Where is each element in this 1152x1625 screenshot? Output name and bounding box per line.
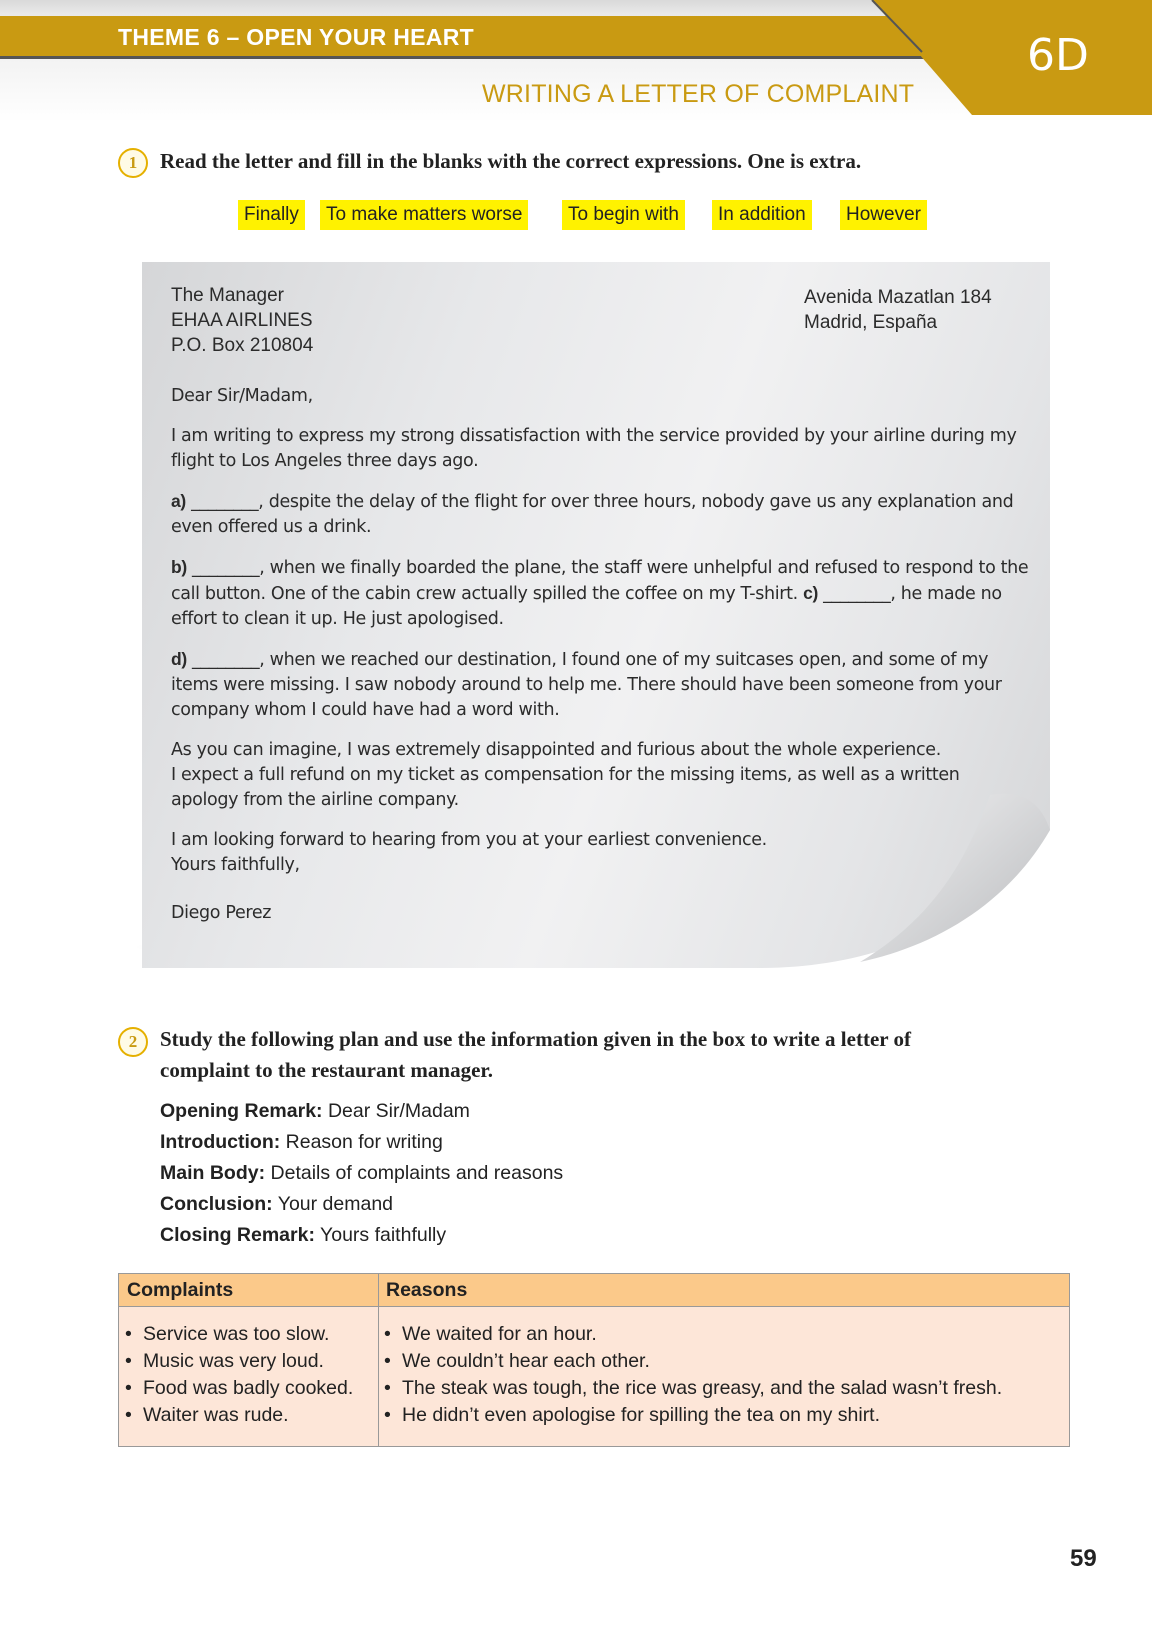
recipient-line: The Manager <box>171 285 285 306</box>
paragraph-line: I expect a full refund on my ticket as compensation for the missing items, as well as a written apology from the airline company. <box>171 765 960 810</box>
option-chip: However <box>840 200 927 230</box>
recipient-address <box>171 283 313 358</box>
instruction-line: complaint to the restaurant manager. <box>160 1058 494 1082</box>
writing-plan <box>160 1096 563 1251</box>
option-chip: In addition <box>712 200 812 230</box>
blank: ________ <box>186 650 260 670</box>
plan-label: Main Body: <box>160 1162 266 1184</box>
plan-item <box>160 1220 563 1251</box>
cell-text: We waited for an hour. <box>402 1323 597 1345</box>
table-header-row <box>119 1274 1069 1307</box>
plan-value: Your demand <box>272 1193 394 1215</box>
complaints-table <box>118 1273 1070 1447</box>
instruction-line: Study the following plan and use the information given in the box to write a letter of <box>160 1027 911 1051</box>
letter-paragraph: I am writing to express my strong dissatisfaction with the service provided by your airline during my flight to Los Angeles three days ago. <box>171 426 1017 471</box>
complaints-column <box>125 1321 353 1429</box>
table-cell: • Music was very loud. <box>125 1350 324 1372</box>
plan-value: Yours faithfully <box>314 1224 447 1246</box>
letter-body <box>171 384 1031 941</box>
signature: Diego Perez <box>171 903 272 923</box>
paragraph-line: I am looking forward to hearing from you at your earliest convenience. <box>171 830 767 850</box>
letter-greeting: Dear Sir/Madam, <box>171 386 313 406</box>
plan-value: Dear Sir/Madam <box>322 1100 470 1122</box>
blank: ________ <box>185 492 259 512</box>
plan-item <box>160 1096 563 1127</box>
unit-code: 6D <box>1027 30 1089 81</box>
plan-label: Opening Remark: <box>160 1100 323 1122</box>
plan-value: Details of complaints and reasons <box>265 1162 564 1184</box>
sender-address <box>804 285 992 335</box>
table-column-divider <box>378 1274 379 1446</box>
cell-text: Waiter was rude. <box>143 1404 289 1426</box>
table-cell: • Food was badly cooked. <box>125 1377 354 1399</box>
plan-item <box>160 1189 563 1220</box>
blank-label: b) <box>171 557 187 577</box>
option-chip: To begin with <box>562 200 685 230</box>
letter-paragraph <box>171 738 1031 813</box>
plan-label: Closing Remark: <box>160 1224 315 1246</box>
paragraph-text: , when we reached our destination, I found one of my suitcases open, and some of my items were missing. I saw nobody around to help me. There should have been someone from your company whom I could have had a word with. <box>171 650 1002 720</box>
cell-text: Music was very loud. <box>143 1350 324 1372</box>
table-cell: • Service was too slow. <box>125 1323 330 1345</box>
table-cell: • He didn’t even apologise for spilling the tea on my shirt. <box>384 1404 881 1426</box>
plan-item <box>160 1127 563 1158</box>
letter-paragraph <box>171 647 1031 723</box>
table-cell: • Waiter was rude. <box>125 1404 289 1426</box>
cell-text: The steak was tough, the rice was greasy, and the salad wasn’t fresh. <box>402 1377 1003 1399</box>
plan-item <box>160 1158 563 1189</box>
exercise-1-instruction: Read the letter and fill in the blanks with the correct expressions. One is extra. <box>160 149 862 173</box>
sender-line: Madrid, España <box>804 312 938 333</box>
cell-text: Food was badly cooked. <box>143 1377 354 1399</box>
blank-label: a) <box>171 491 186 511</box>
cell-text: We couldn’t hear each other. <box>402 1350 650 1372</box>
table-cell: • We waited for an hour. <box>384 1323 597 1345</box>
blank-label: d) <box>171 649 187 669</box>
recipient-line: P.O. Box 210804 <box>171 335 314 356</box>
letter-paragraph <box>171 489 1031 540</box>
exercise-2-number: 2 <box>118 1027 148 1057</box>
option-chip: Finally <box>238 200 305 230</box>
section-subtitle: WRITING A LETTER OF COMPLAINT <box>482 80 915 108</box>
table-cell: • We couldn’t hear each other. <box>384 1350 650 1372</box>
plan-label: Conclusion: <box>160 1193 273 1215</box>
paragraph-text: , when we finally boarded the plane, the staff were unhelpful and refused to respond to the call button. One of the cabin crew actually spilled the coffee on my T-shirt. <box>171 558 1029 604</box>
reasons-column <box>384 1321 1002 1429</box>
plan-value: Reason for writing <box>280 1131 443 1153</box>
letter-paragraph <box>171 555 1031 632</box>
blank: ________ <box>186 558 260 578</box>
recipient-line: EHAA AIRLINES <box>171 310 313 331</box>
letter-paragraph <box>171 828 1031 878</box>
closing-remark: Yours faithfully, <box>171 855 300 875</box>
cell-text: Service was too slow. <box>143 1323 330 1345</box>
header-complaints: Complaints <box>127 1279 234 1301</box>
paragraph-text: , despite the delay of the flight for over three hours, nobody gave us any explanation and even offered us a drink. <box>171 492 1014 537</box>
header-reasons: Reasons <box>386 1279 468 1301</box>
sender-line: Avenida Mazatlan 184 <box>804 287 992 308</box>
exercise-2-instruction <box>160 1024 911 1086</box>
paragraph-text: , he made no effort to clean it up. He just apologised. <box>171 584 1002 629</box>
theme-title: THEME 6 – OPEN YOUR HEART <box>118 24 474 50</box>
blank-label: c) <box>803 583 818 603</box>
page-number: 59 <box>1070 1545 1097 1572</box>
cell-text: He didn’t even apologise for spilling the tea on my shirt. <box>402 1404 881 1426</box>
table-cell: • The steak was tough, the rice was greasy, and the salad wasn’t fresh. <box>384 1377 1003 1399</box>
blank: ________ <box>817 584 891 604</box>
paragraph-line: As you can imagine, I was extremely disappointed and furious about the whole experience. <box>171 740 941 760</box>
exercise-1-number: 1 <box>118 148 148 178</box>
plan-label: Introduction: <box>160 1131 281 1153</box>
option-chip: To make matters worse <box>320 200 528 230</box>
